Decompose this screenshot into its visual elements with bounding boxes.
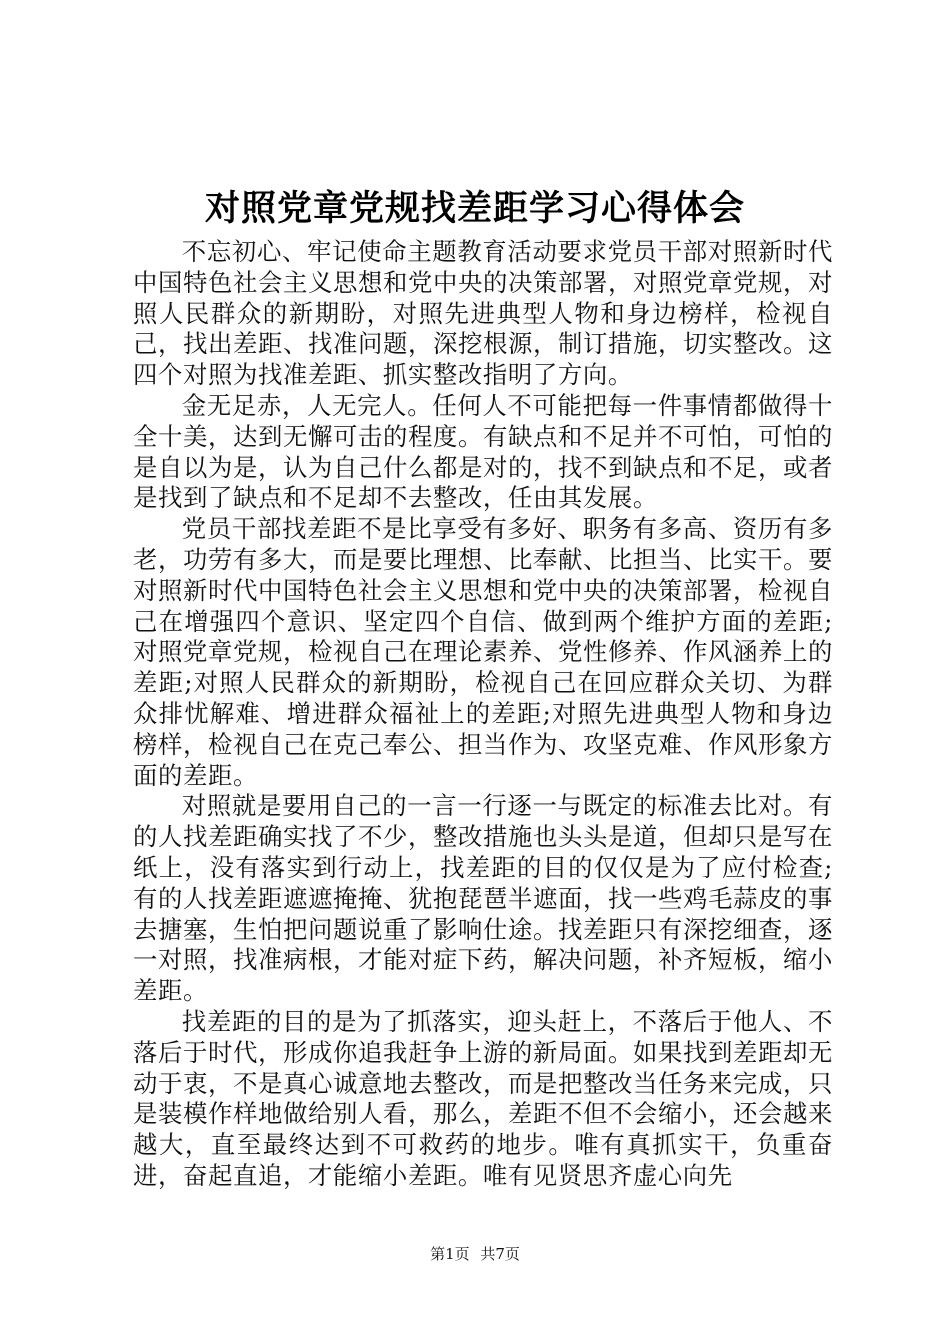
paragraph-2: 金无足赤，人无完人。任何人不可能把每一件事情都做得十全十美，达到无懈可击的程度。有缺点和不足并不可怕，可怕的是自以为是，认为自己什么都是对的，找不到缺点和不足，或者是找到了缺点和不足却不去整改，任由其发展。 bbox=[133, 390, 833, 513]
paragraph-5: 找差距的目的是为了抓落实，迎头赶上，不落后于他人、不落后于时代，形成你追我赶争上游的新局面。如果找到差距却无动于衷，不是真心诚意地去整改，而是把整改当任务来完成，只是装模作样地做给别人看，那么，差距不但不会缩小，还会越来越大，直至最终达到不可救药的地步。唯有真抓实干，负重奋进，奋起直追，才能缩小差距。唯有见贤思齐虚心向先 bbox=[133, 1006, 833, 1190]
paragraph-3: 党员干部找差距不是比享受有多好、职务有多高、资历有多老，功劳有多大，而是要比理想、比奉献、比担当、比实干。要对照新时代中国特色社会主义思想和党中央的决策部署，检视自己在增强四个意识、坚定四个自信、做到两个维护方面的差距;对照党章党规，检视自己在理论素养、党性修养、作风涵养上的差距;对照人民群众的新期盼，检视自己在回应群众关切、为群众排忧解难、增进群众福祉上的差距;对照先进典型人物和身边榜样，检视自己在克己奉公、担当作为、攻坚克难、作风形象方面的差距。 bbox=[133, 514, 833, 790]
document-body bbox=[133, 237, 833, 1192]
page-footer bbox=[0, 1243, 950, 1265]
page-number: 第1页 bbox=[430, 1245, 470, 1263]
paragraph-1: 不忘初心、牢记使命主题教育活动要求党员干部对照新时代中国特色社会主义思想和党中央的决策部署，对照党章党规，对照人民群众的新期盼，对照先进典型人物和身边榜样，检视自己，找出差距、找准问题，深挖根源，制订措施，切实整改。这四个对照为找准差距、抓实整改指明了方向。 bbox=[133, 237, 833, 390]
page-total: 共7页 bbox=[480, 1245, 520, 1263]
document-title: 对照党章党规找差距学习心得体会 bbox=[204, 188, 745, 229]
paragraph-4: 对照就是要用自己的一言一行逐一与既定的标准去比对。有的人找差距确实找了不少，整改措施也头头是道，但却只是写在纸上，没有落实到行动上，找差距的目的仅仅是为了应付检查;有的人找差距遮遮掩掩、犹抱琵琶半遮面，找一些鸡毛蒜皮的事去搪塞，生怕把问题说重了影响仕途。找差距只有深挖细查，逐一对照，找准病根，才能对症下药，解决问题，补齐短板，缩小差距。 bbox=[133, 791, 833, 1006]
